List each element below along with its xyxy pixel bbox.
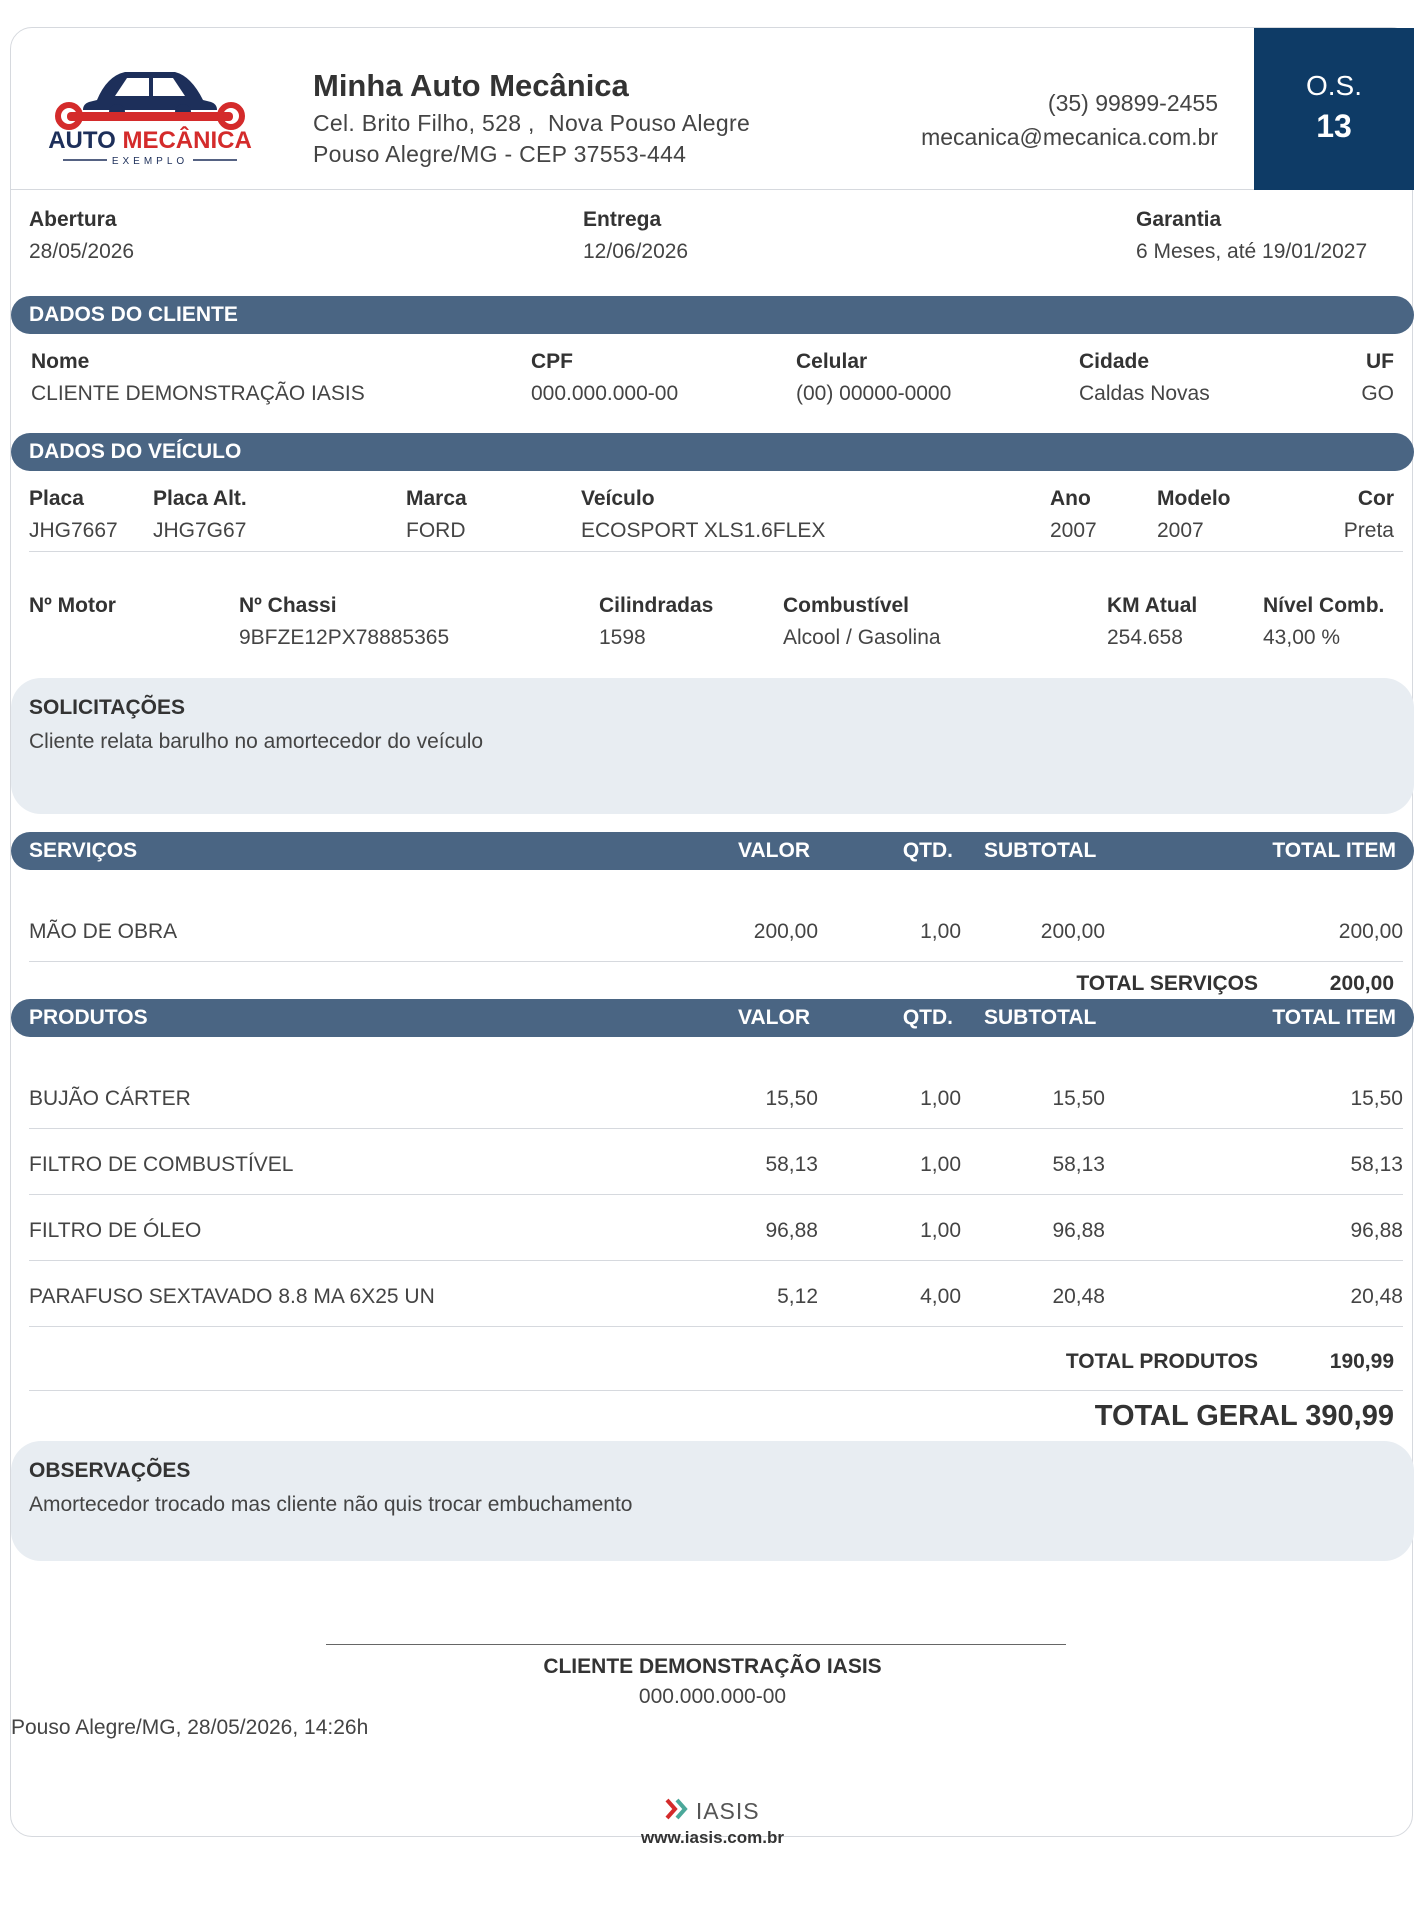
svg-text:AUTO MECÂNICA: AUTO MECÂNICA bbox=[48, 127, 252, 154]
product-total: 20,48 bbox=[1350, 1285, 1403, 1308]
abertura-label: Abertura bbox=[29, 208, 117, 231]
product-total: 96,88 bbox=[1350, 1219, 1403, 1242]
order-number: 13 bbox=[1316, 108, 1352, 144]
client-phone-field bbox=[796, 350, 951, 406]
plate-label: Placa bbox=[29, 487, 84, 510]
model-year-label: Modelo bbox=[1157, 487, 1231, 510]
product-qtd: 1,00 bbox=[920, 1087, 961, 1110]
product-desc: PARAFUSO SEXTAVADO 8.8 MA 6X25 UN bbox=[29, 1285, 435, 1308]
vehicle-section-title: DADOS DO VEÍCULO bbox=[29, 440, 242, 463]
vehicle-label: Veículo bbox=[581, 487, 655, 510]
client-state-value: GO bbox=[1361, 382, 1394, 405]
company-email: mecanica@mecanica.com.br bbox=[921, 124, 1218, 150]
company-name: Minha Auto Mecânica bbox=[313, 68, 629, 103]
product-subtotal: 58,13 bbox=[1052, 1153, 1105, 1176]
service-desc: MÃO DE OBRA bbox=[29, 920, 178, 943]
service-order-sheet bbox=[10, 27, 1413, 1847]
brand-label: Marca bbox=[406, 487, 467, 510]
products-header-bar bbox=[11, 999, 1414, 1037]
service-qtd: 1,00 bbox=[920, 920, 961, 943]
fuel-level-label: Nível Comb. bbox=[1263, 594, 1385, 617]
engine-number-label: Nº Motor bbox=[29, 594, 116, 617]
totals-divider bbox=[29, 1390, 1403, 1391]
products-col-total-item: TOTAL ITEM bbox=[1272, 1006, 1396, 1029]
year-label: Ano bbox=[1050, 487, 1091, 510]
client-cpf-value: 000.000.000-00 bbox=[531, 382, 679, 405]
entrega-value: 12/06/2026 bbox=[583, 240, 689, 263]
grand-total bbox=[1095, 1400, 1394, 1433]
color-value: Preta bbox=[1343, 519, 1394, 542]
client-phone-value: (00) 00000-0000 bbox=[796, 382, 952, 405]
client-section-bar bbox=[11, 296, 1414, 334]
vehicle-section-bar bbox=[11, 433, 1414, 471]
product-total: 15,50 bbox=[1350, 1087, 1403, 1110]
client-cpf-label: CPF bbox=[531, 350, 573, 373]
displacement-field bbox=[599, 594, 713, 650]
requests-panel bbox=[11, 678, 1414, 814]
services-title: SERVIÇOS bbox=[29, 839, 138, 862]
plate-value: JHG7667 bbox=[29, 519, 118, 542]
vehicle-value: ECOSPORT XLS1.6FLEX bbox=[581, 519, 826, 542]
product-row bbox=[29, 1129, 1403, 1195]
chassis-value: 9BFZE12PX78885365 bbox=[239, 626, 450, 649]
client-state-field bbox=[1361, 350, 1394, 406]
fuel-label: Combustível bbox=[783, 594, 910, 617]
client-name-field bbox=[31, 350, 365, 406]
product-qtd: 1,00 bbox=[920, 1219, 961, 1242]
services-col-qtd: QTD. bbox=[902, 839, 953, 862]
footer-brand bbox=[11, 1798, 1414, 1825]
year-field bbox=[1050, 487, 1097, 543]
mileage-label: KM Atual bbox=[1107, 594, 1198, 617]
product-subtotal: 96,88 bbox=[1052, 1219, 1105, 1242]
displacement-label: Cilindradas bbox=[599, 594, 714, 617]
order-label: O.S. bbox=[1305, 70, 1362, 101]
services-col-subtotal: SUBTOTAL bbox=[984, 839, 1097, 862]
client-section-title: DADOS DO CLIENTE bbox=[29, 303, 238, 326]
entrega-label: Entrega bbox=[583, 208, 662, 231]
signature-line bbox=[326, 1644, 1066, 1645]
vehicle-model-field bbox=[581, 487, 825, 543]
garantia-field bbox=[1136, 208, 1367, 264]
plate-field bbox=[29, 487, 118, 543]
mileage-value: 254.658 bbox=[1107, 626, 1183, 649]
product-valor: 96,88 bbox=[765, 1219, 818, 1242]
product-subtotal: 20,48 bbox=[1052, 1285, 1105, 1308]
alt-plate-value: JHG7G67 bbox=[153, 519, 247, 542]
services-col-valor: VALOR bbox=[738, 839, 810, 862]
garantia-label: Garantia bbox=[1136, 208, 1222, 231]
notes-panel bbox=[11, 1441, 1414, 1561]
car-wrench-icon bbox=[45, 56, 255, 166]
footer-brand-name: IASIS bbox=[695, 1798, 760, 1824]
grand-total-value: 390,99 bbox=[1305, 1400, 1394, 1432]
alt-plate-label: Placa Alt. bbox=[153, 487, 247, 510]
product-desc: FILTRO DE ÓLEO bbox=[29, 1219, 202, 1242]
product-subtotal: 15,50 bbox=[1052, 1087, 1105, 1110]
model-year-value: 2007 bbox=[1157, 519, 1204, 542]
notes-text: Amortecedor trocado mas cliente não quis trocar embuchamento bbox=[29, 1493, 633, 1516]
client-city-label: Cidade bbox=[1079, 350, 1150, 373]
svg-text:EXEMPLO: EXEMPLO bbox=[111, 156, 189, 167]
requests-text: Cliente relata barulho no amortecedor do veículo bbox=[29, 730, 484, 753]
product-valor: 15,50 bbox=[765, 1087, 818, 1110]
product-row bbox=[29, 1261, 1403, 1327]
products-total-label: TOTAL PRODUTOS bbox=[1065, 1350, 1258, 1373]
fuel-level-field bbox=[1263, 594, 1384, 650]
company-logo bbox=[45, 56, 255, 166]
header bbox=[11, 28, 1414, 190]
model-year-field bbox=[1157, 487, 1231, 543]
requests-title: SOLICITAÇÕES bbox=[29, 696, 185, 719]
services-total-label: TOTAL SERVIÇOS bbox=[1076, 972, 1258, 995]
product-valor: 5,12 bbox=[777, 1285, 818, 1308]
grand-total-label: TOTAL GERAL bbox=[1094, 1400, 1298, 1432]
product-qtd: 1,00 bbox=[920, 1153, 961, 1176]
services-header-bar bbox=[11, 832, 1414, 870]
company-contacts bbox=[921, 86, 1218, 154]
engine-number-field bbox=[29, 594, 116, 626]
client-name-label: Nome bbox=[31, 350, 90, 373]
signature-name: CLIENTE DEMONSTRAÇÃO IASIS bbox=[543, 1655, 882, 1678]
displacement-value: 1598 bbox=[599, 626, 646, 649]
product-row bbox=[29, 1195, 1403, 1261]
footer-url[interactable]: www.iasis.com.br bbox=[641, 1828, 784, 1847]
company-address-line2: Pouso Alegre/MG - CEP 37553-444 bbox=[313, 141, 687, 167]
fuel-field bbox=[783, 594, 941, 650]
services-total-value: 200,00 bbox=[1329, 972, 1394, 995]
color-label: Cor bbox=[1357, 487, 1394, 510]
product-desc: BUJÃO CÁRTER bbox=[29, 1087, 191, 1110]
iasis-logo-icon bbox=[665, 1798, 691, 1825]
products-col-qtd: QTD. bbox=[902, 1006, 953, 1029]
client-cpf-field bbox=[531, 350, 678, 406]
client-city-field bbox=[1079, 350, 1210, 406]
abertura-value: 28/05/2026 bbox=[29, 240, 135, 263]
product-qtd: 4,00 bbox=[920, 1285, 961, 1308]
service-valor: 200,00 bbox=[753, 920, 818, 943]
garantia-value: 6 Meses, até 19/01/2027 bbox=[1136, 240, 1368, 263]
product-row bbox=[29, 1063, 1403, 1129]
client-state-label: UF bbox=[1366, 350, 1394, 373]
client-phone-label: Celular bbox=[796, 350, 868, 373]
color-field bbox=[1344, 487, 1394, 543]
products-col-valor: VALOR bbox=[738, 1006, 810, 1029]
fuel-value: Alcool / Gasolina bbox=[783, 626, 941, 649]
place-date: Pouso Alegre/MG, 28/05/2026, 14:26h bbox=[11, 1716, 369, 1739]
brand-value: FORD bbox=[406, 519, 466, 542]
mileage-field bbox=[1107, 594, 1197, 650]
services-col-total-item: TOTAL ITEM bbox=[1272, 839, 1396, 862]
signature-doc: 000.000.000-00 bbox=[638, 1685, 787, 1708]
abertura-field bbox=[29, 208, 134, 264]
service-total: 200,00 bbox=[1338, 920, 1403, 943]
fuel-level-value: 43,00 % bbox=[1263, 626, 1341, 649]
company-address-line1: Cel. Brito Filho, 528 , Nova Pouso Alegre bbox=[313, 110, 751, 136]
product-total: 58,13 bbox=[1350, 1153, 1403, 1176]
product-valor: 58,13 bbox=[765, 1153, 818, 1176]
product-desc: FILTRO DE COMBUSTÍVEL bbox=[29, 1153, 294, 1176]
brand-field bbox=[406, 487, 467, 543]
entrega-field bbox=[583, 208, 688, 264]
client-city-value: Caldas Novas bbox=[1079, 382, 1210, 405]
notes-title: OBSERVAÇÕES bbox=[29, 1459, 191, 1482]
chassis-label: Nº Chassi bbox=[239, 594, 337, 617]
service-row bbox=[29, 896, 1403, 962]
alt-plate-field bbox=[153, 487, 247, 543]
vehicle-divider bbox=[29, 551, 1403, 552]
order-number-box bbox=[1254, 28, 1414, 190]
service-subtotal: 200,00 bbox=[1040, 920, 1105, 943]
chassis-field bbox=[239, 594, 449, 650]
company-phone: (35) 99899-2455 bbox=[1047, 90, 1218, 116]
products-title: PRODUTOS bbox=[29, 1006, 148, 1029]
year-value: 2007 bbox=[1050, 519, 1097, 542]
company-info bbox=[313, 68, 750, 168]
products-total-value: 190,99 bbox=[1329, 1350, 1394, 1373]
products-col-subtotal: SUBTOTAL bbox=[984, 1006, 1097, 1029]
client-name-value: CLIENTE DEMONSTRAÇÃO IASIS bbox=[31, 382, 365, 405]
